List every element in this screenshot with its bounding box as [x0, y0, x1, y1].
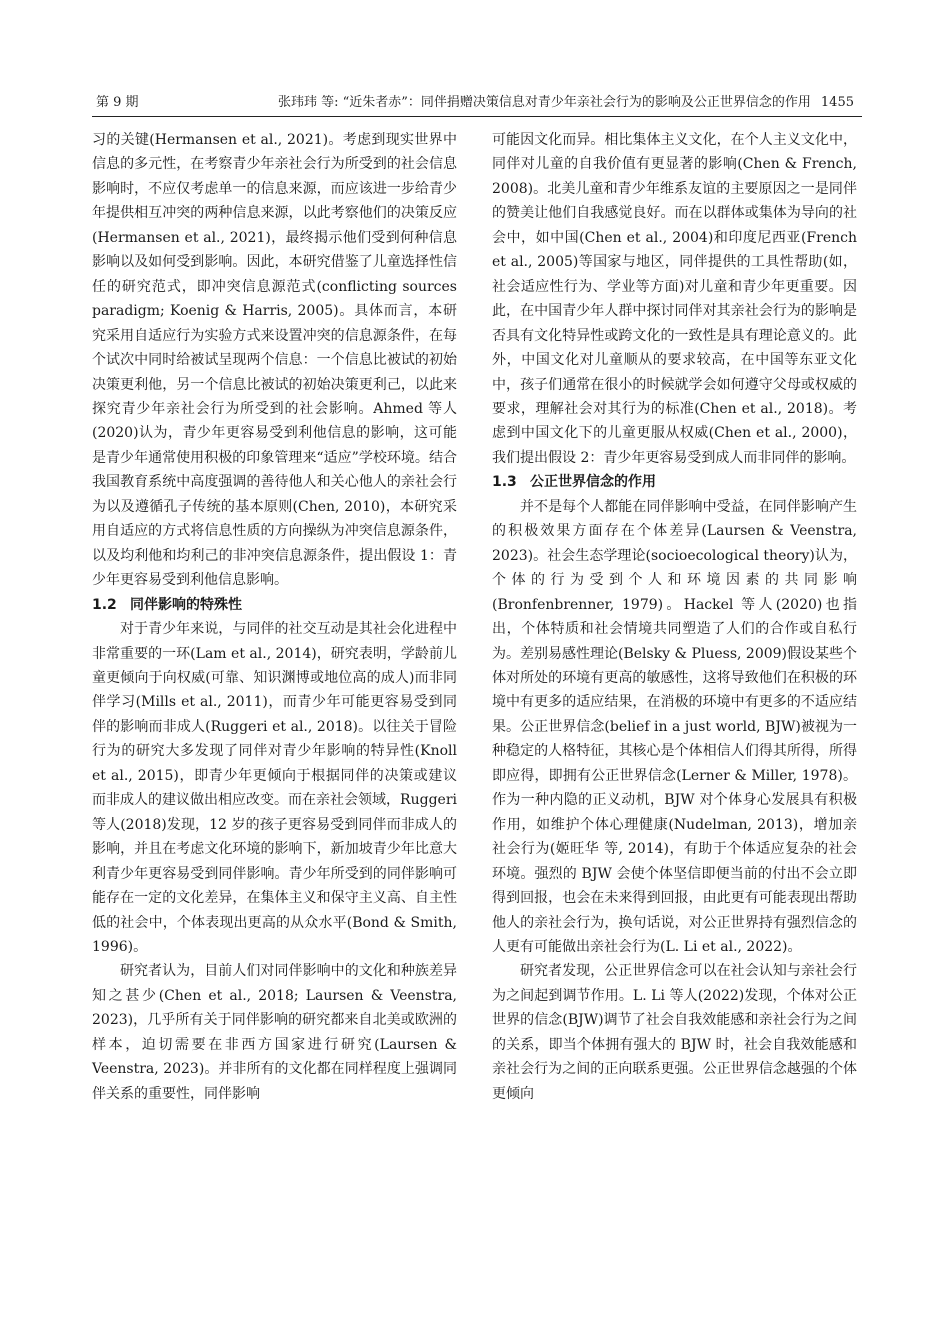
section-title: 同伴影响的特殊性: [130, 596, 242, 613]
section-heading-1-2: [92, 593, 457, 617]
paragraph: 并不是每个人都能在同伴影响中受益，在同伴影响产生的积极效果方面存在个体差异(Laursen & Veenstra, 2023)。社会生态学理论(socioecological theory)认为，个体的行为受到个人和环境因素的共同影响(Bronfenbrenner, 1979)。Hackel 等人(2020)也指出，个体特质和社会情境共同塑造了人们的合作或自私行为。差别易感性理论(Belsky & Pluess, 2009)假设某些个体对所处的环境有更高的敏感性，这将导致他们在积极的环境中有更多的适应结果，在消极的环境中有更多的不适应结果。公正世界信念(belief in a just world, BJW)被视为一种稳定的人格特征，其核心是个体相信人们得其所得，所得即应得，即拥有公正世界信念(Lerner & Miller, 1978)。作为一种内隐的正义动机，BJW 对个体身心发展具有积极作用，如维护个体心理健康(Nudelman, 2013)，增加亲社会行为(姬旺华 等, 2014)，有助于个体适应复杂的社会环境。强烈的 BJW 会使个体坚信即便当前的付出不会立即得到回报，也会在未来得到回报，由此更有可能表现出帮助他人的亲社会行为，换句话说，对公正世界持有强烈信念的人更有可能做出亲社会行为(L. Li et al., 2022)。: [492, 498, 858, 955]
issue-label: 第 9 期: [96, 95, 139, 110]
paragraph-continued: 可能因文化而异。相比集体主义文化，在个人主义文化中，同伴对儿童的自我价值有更显著的影响(Chen & French, 2008)。北美儿童和青少年维系友谊的主要原因之一是同伴的赞美让他们自我感觉良好。而在以群体或集体为导向的社会中，如中国(Chen et al., 2004)和印度尼西亚(French et al., 2005)等国家与地区，同伴提供的工具性帮助(如，社会适应性行为、学业等方面)对儿童和青少年更重要。因此，在中国青少年人群中探讨同伴对其亲社会行为的影响是否具有文化特异性或跨文化的一致性是具有理论意义的。此外，中国文化对儿童顺从的要求较高，在中国等东亚文化中，孩子们通常在很小的时候就学会如何遵守父母或权威的要求，理解社会对其行为的标准(Chen et al., 2018)。考虑到中国文化下的儿童更服从权威(Chen et al., 2000)，我们提出假设 2：青少年更容易受到成人而非同伴的影响。: [492, 132, 857, 466]
paragraph: 研究者认为，目前人们对同伴影响中的文化和种族差异知之甚少(Chen et al., 2018; Laursen & Veenstra, 2023)，几乎所有关于同伴影响的研究都来自北美或欧洲的样本，迫切需要在非西方国家进行研究(Laursen & Veenstra, 2023)。并非所有的文化都在同样程度上强调同伴关系的重要性，同伴影响: [92, 963, 457, 1102]
running-header: [92, 90, 862, 117]
paragraph: 研究者发现，公正世界信念可以在社会认知与亲社会行为之间起到调节作用。L. Li 等人(2022)发现，个体对公正世界的信念(BJW)调节了社会自我效能感和亲社会行为之间的关系，即当个体拥有强大的 BJW 时，社会自我效能感和亲社会行为之间的正向联系更强。公正世界信念越强的个体更倾向: [492, 963, 857, 1102]
paragraph-continued: 习的关键(Hermansen et al., 2021)。考虑到现实世界中信息的多元性，在考察青少年亲社会行为所受到的社会信息影响时，不应仅考虑单一的信息来源，而应该进一步给青少年提供相互冲突的两种信息来源，以此考察他们的决策反应(Hermansen et al., 2021)，最终揭示他们受到何种信息影响以及如何受到影响。因此，本研究借鉴了儿童选择性信任的研究范式，即冲突信息源范式(conflicting sources paradigm; Koenig & Harris, 2005)。具体而言，本研究采用自适应行为实验方式来设置冲突的信息源条件，在每个试次中同时给被试呈现两个信息：一个信息比被试的初始决策更利他，另一个信息比被试的初始决策更利己，以此来探究青少年亲社会行为所受到的社会影响。Ahmed 等人(2020)认为，青少年更容易受到利他信息的影响，这可能是青少年通常使用积极的印象管理来“适应”学校环境。结合我国教育系统中高度强调的善待他人和关心他人的亲社会行为以及遵循孔子传统的基本原则(Chen, 2010)，本研究采用自适应的方式将信息性质的方向操纵为冲突信息源条件，以及均利他和均利己的非冲突信息源条件，提出假设 1：青少年更容易受到利他信息影响。: [92, 132, 457, 589]
running-title: 张玮玮 等: “近朱者赤”：同伴捐赠决策信息对青少年亲社会行为的影响及公正世界信念的作用: [278, 95, 811, 110]
left-column: [92, 128, 457, 1106]
right-column: [492, 128, 857, 1106]
section-number: 1.3: [492, 474, 517, 491]
section-number: 1.2: [92, 596, 117, 613]
paragraph: 对于青少年来说，与同伴的社交互动是其社会化进程中非常重要的一环(Lam et al., 2014)，研究表明，学龄前儿童更倾向于向权威(可靠、知识渊博或地位高的成人)而非同伴学习(Mills et al., 2011)，而青少年可能更容易受到同伴的影响而非成人(Ruggeri et al., 2018)。以往关于冒险行为的研究大多发现了同伴对青少年影响的特异性(Knoll et al., 2015)，即青少年更倾向于根据同伴的决策或建议而非成人的建议做出相应改变。而在亲社会领域，Ruggeri 等人(2018)发现，12 岁的孩子更容易受到同伴而非成人的影响，并且在考虑文化环境的影响下，新加坡青少年比意大利青少年更容易受到同伴影响。青少年所受到的同伴影响可能存在一定的文化差异，在集体主义和保守主义高、自主性低的社会中，个体表现出更高的从众水平(Bond & Smith, 1996)。: [92, 621, 457, 955]
section-title: 公正世界信念的作用: [530, 474, 656, 491]
section-heading-1-3: [492, 470, 857, 494]
page-number: 1455: [820, 95, 854, 110]
